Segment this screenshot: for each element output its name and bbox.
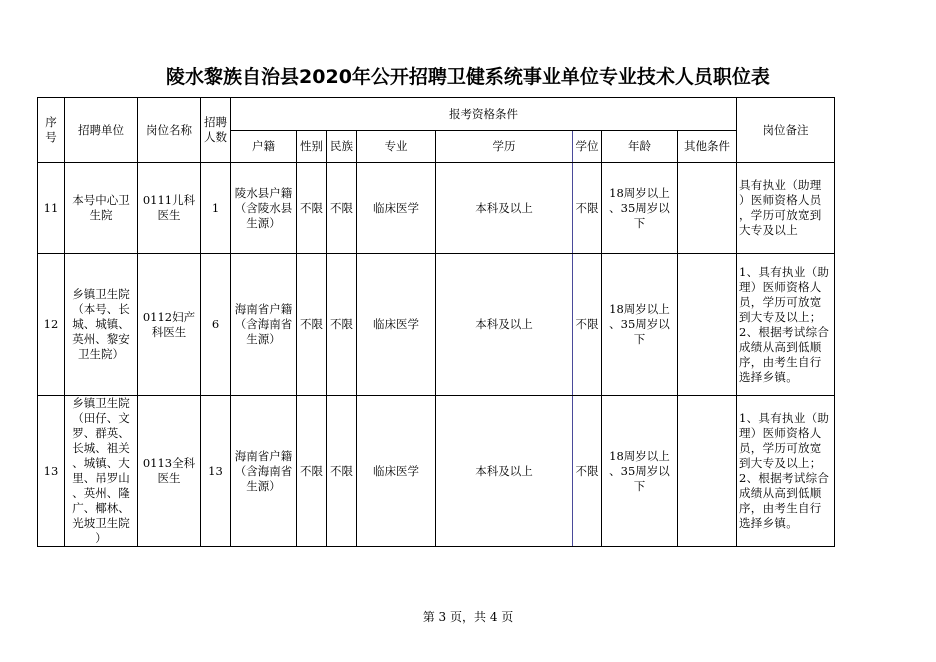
cell-count: 1 <box>201 163 231 254</box>
cell-post: 0113全科 医生 <box>138 396 201 547</box>
cell-post: 0111儿科 医生 <box>138 163 201 254</box>
cell-huji: 陵水县户籍 （含陵水县 生源） <box>231 163 297 254</box>
cell-age: 18周岁以上 、35周岁以 下 <box>602 163 678 254</box>
header-unit: 招聘单位 <box>65 98 138 163</box>
cell-seq: 13 <box>38 396 65 547</box>
cell-degree: 不限 <box>573 163 602 254</box>
header-count: 招聘 人数 <box>201 98 231 163</box>
header-huji: 户籍 <box>231 131 297 163</box>
header-post: 岗位名称 <box>138 98 201 163</box>
cell-unit: 乡镇卫生院 （田仔、文 罗、群英、 长城、祖关 、城镇、大 里、吊罗山 、英州、隆 广、椰林、 光坡卫生院 ） <box>65 396 138 547</box>
cell-other <box>678 163 737 254</box>
cell-ethnic: 不限 <box>327 163 357 254</box>
header-education: 学历 <box>436 131 573 163</box>
cell-major: 临床医学 <box>357 254 436 396</box>
cell-huji: 海南省户籍 （含海南省 生源） <box>231 396 297 547</box>
header-conditions: 报考资格条件 <box>231 98 737 131</box>
cell-other <box>678 254 737 396</box>
header-degree: 学位 <box>573 131 602 163</box>
cell-remark: 具有执业（助理 ）医师资格人员 ，学历可放宽到 大专及以上 <box>737 163 835 254</box>
cell-ethnic: 不限 <box>327 396 357 547</box>
cell-unit: 本号中心卫 生院 <box>65 163 138 254</box>
cell-education: 本科及以上 <box>436 163 573 254</box>
cell-seq: 12 <box>38 254 65 396</box>
cell-seq: 11 <box>38 163 65 254</box>
cell-gender: 不限 <box>297 254 327 396</box>
table-row <box>38 396 835 547</box>
header-row <box>38 98 835 131</box>
cell-other <box>678 396 737 547</box>
cell-remark: 1、具有执业（助 理）医师资格人 员，学历可放宽 到大专及以上； 2、根据考试综合 成绩从高到低顺 序，由考生自行 选择乡镇。 <box>737 396 835 547</box>
table-row <box>38 163 835 254</box>
cell-degree: 不限 <box>573 396 602 547</box>
cell-major: 临床医学 <box>357 163 436 254</box>
header-age: 年龄 <box>602 131 678 163</box>
cell-degree: 不限 <box>573 254 602 396</box>
cell-remark: 1、具有执业（助 理）医师资格人 员，学历可放宽 到大专及以上； 2、根据考试综合 成绩从高到低顺 序，由考生自行 选择乡镇。 <box>737 254 835 396</box>
cell-major: 临床医学 <box>357 396 436 547</box>
header-seq: 序 号 <box>38 98 65 163</box>
cell-age: 18周岁以上 、35周岁以 下 <box>602 254 678 396</box>
header-ethnic: 民族 <box>327 131 357 163</box>
cell-gender: 不限 <box>297 396 327 547</box>
cell-unit: 乡镇卫生院 （本号、长 城、城镇、 英州、黎安 卫生院） <box>65 254 138 396</box>
header-other: 其他条件 <box>678 131 737 163</box>
page-footer: 第 3 页，共 4 页 <box>422 610 514 624</box>
header-major: 专业 <box>357 131 436 163</box>
positions-table <box>37 97 835 547</box>
cell-age: 18周岁以上 、35周岁以 下 <box>602 396 678 547</box>
cell-count: 13 <box>201 396 231 547</box>
cell-education: 本科及以上 <box>436 254 573 396</box>
page-title: 陵水黎族自治县2020年公开招聘卫健系统事业单位专业技术人员职位表 <box>166 66 770 88</box>
header-gender: 性别 <box>297 131 327 163</box>
cell-gender: 不限 <box>297 163 327 254</box>
cell-count: 6 <box>201 254 231 396</box>
table-row <box>38 254 835 396</box>
cell-post: 0112妇产 科医生 <box>138 254 201 396</box>
cell-ethnic: 不限 <box>327 254 357 396</box>
cell-education: 本科及以上 <box>436 396 573 547</box>
header-remark: 岗位备注 <box>737 98 835 163</box>
cell-huji: 海南省户籍 （含海南省 生源） <box>231 254 297 396</box>
